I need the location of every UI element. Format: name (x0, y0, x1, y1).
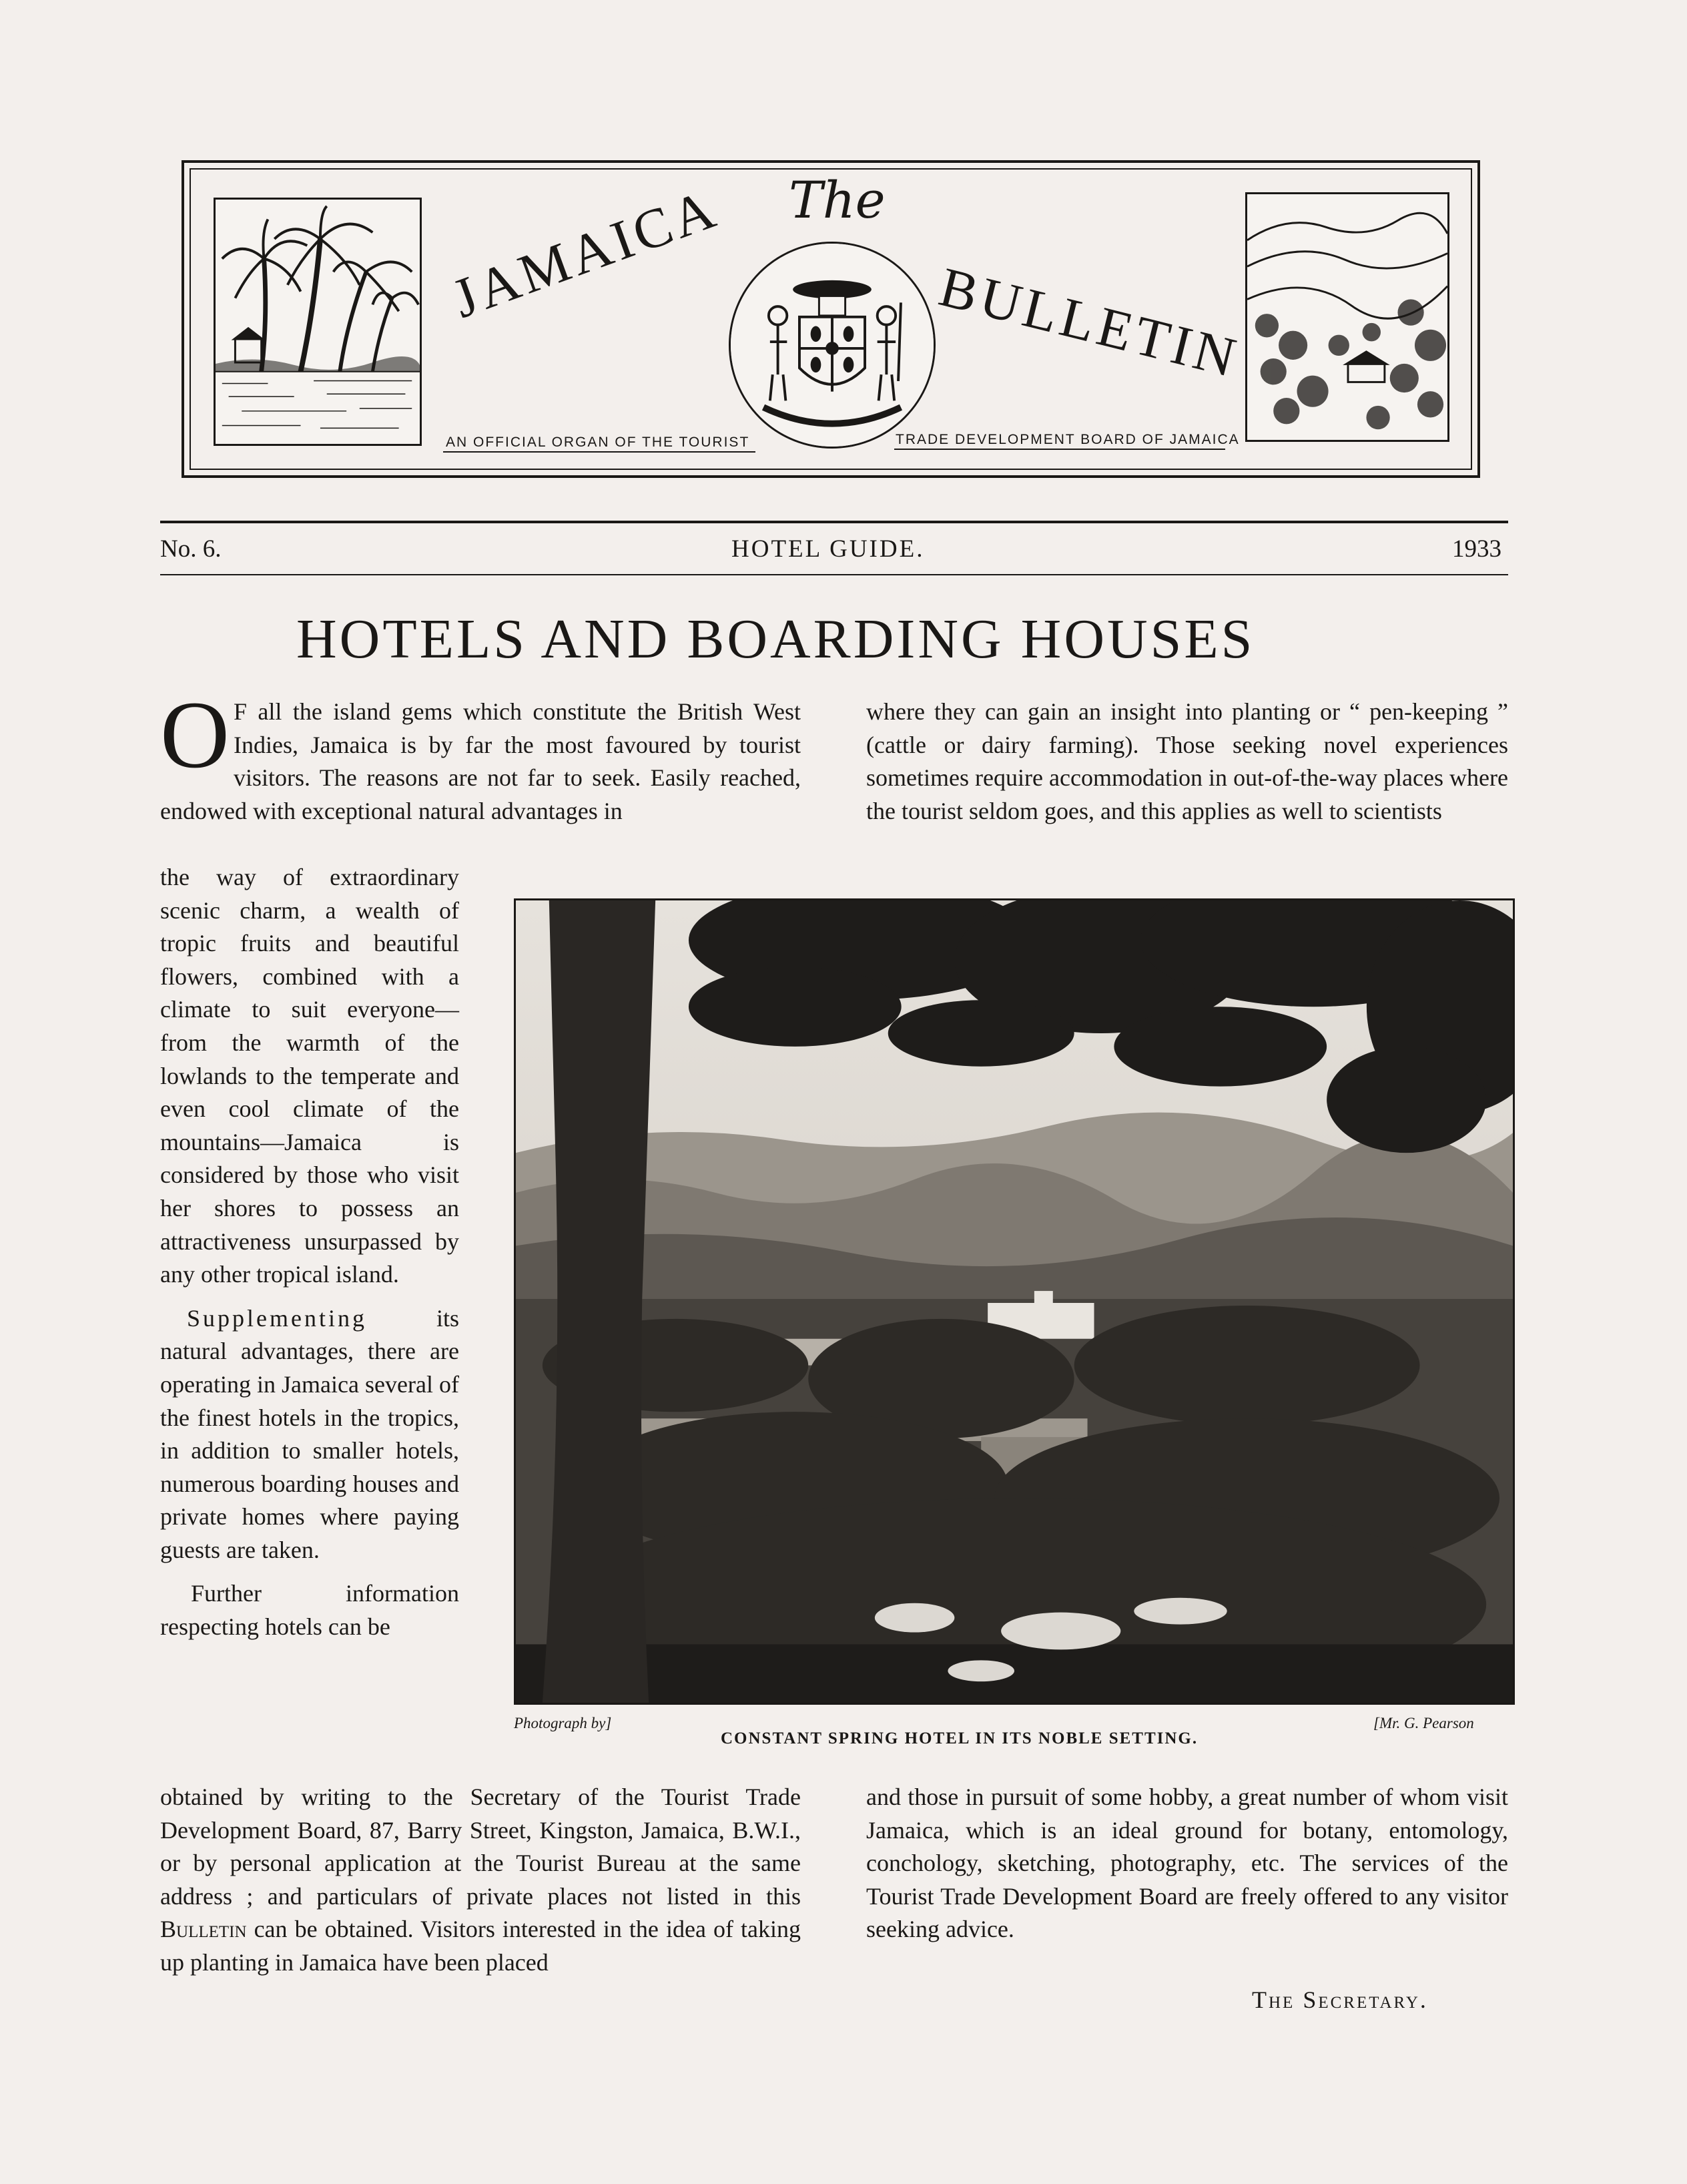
masthead-organ-left: AN OFFICIAL ORGAN OF THE TOURIST (446, 435, 750, 450)
photo-caption: CONSTANT SPRING HOTEL IN ITS NOBLE SETTING. (721, 1729, 1199, 1747)
bottom-left-paragraph (160, 1781, 801, 1980)
article-title: HOTELS AND BOARDING HOUSES (296, 608, 1255, 670)
organ-left-underline (443, 451, 755, 453)
header-bottom-rule (160, 574, 1508, 575)
mountain-valley-vignette (1245, 192, 1449, 442)
bottom-right-paragraph: and those in pursuit of some hobby, a great number of whom visit Jamaica, which is an ideal ground for botany, entomology, conchology, sketching, photography, etc. The services of the Tourist Trade Development Board are freely offered to any visitor seeking advice. (866, 1784, 1508, 1943)
photo-credit-right: [Mr. G. Pearson (1373, 1715, 1474, 1731)
narrow-column (160, 861, 459, 1644)
bottom-left-text-b: can be obtained. Visitors interested in the idea of taking up planting in Jamaica have been placed (160, 1916, 801, 1976)
masthead-organ-right: TRADE DEVELOPMENT BOARD OF JAMAICA (896, 432, 1240, 447)
organ-right-underline (894, 449, 1225, 450)
issue-year: 1933 (1452, 535, 1501, 563)
narrow-paragraph-2-text: its natural advantages, there are operating in Jamaica several of the finest hotels in the tropics, in addition to smaller hotels, numerous boarding houses and private homes where paying guests are taken. (160, 1304, 459, 1563)
narrow-paragraph-3: Further information respecting hotels can be (160, 1580, 459, 1641)
narrow-paragraph-2 (160, 1302, 459, 1567)
bottom-left-text-a: obtained by writing to the Secretary of the Tourist Trade Development Board, 87, Barry Street, Kingston, Jamaica, B.W.I., or by personal application at the Tourist Bureau at the same address ; and particulars of private places not listed in this (160, 1784, 801, 1910)
section-name: HOTEL GUIDE. (731, 535, 925, 563)
drop-cap: O (160, 682, 230, 788)
constant-spring-hotel-photo (514, 898, 1515, 1705)
photo-credit-left: Photograph by] (514, 1715, 612, 1731)
bulletin-smallcaps: Bulletin (160, 1916, 247, 1943)
narrow-paragraph-1: the way of extraordinary scenic charm, a wealth of tropic fruits and beautiful flowers, combined with a climate to suit everyone—from the warmth of the lowlands to the temperate and even cool climate of the mountains—Jamaica is considered by those who visit her shores to possess an attractiveness unsurpassed by any other tropical island. (160, 864, 459, 1288)
intro-text: F all the island gems which constitute the British West Indies, Jamaica is by far the most favoured by tourist visitors. The reasons are not far to seek. Easily reached, endowed with exceptional natural advantages in (160, 698, 801, 824)
masthead-the: The (789, 170, 886, 230)
signature: The Secretary. (1252, 1986, 1428, 2013)
masthead-bulletin: BULLETIN (933, 256, 1246, 390)
palm-beach-vignette (214, 198, 422, 446)
coat-of-arms-crest (729, 242, 936, 449)
supplementing-word: Supplementing (187, 1304, 367, 1332)
intro-paragraph-top (160, 682, 801, 828)
header-top-rule (160, 521, 1508, 523)
right-paragraph-top: where they can gain an insight into planting or “ pen-keeping ” (cattle or dairy farming). Those seeking novel experiences sometimes require accommodation in out-of-the-way places where the tourist seldom goes, and this applies as well to scientists (866, 698, 1508, 824)
issue-number: No. 6. (160, 535, 222, 563)
masthead-jamaica: JAMAICA (444, 177, 727, 330)
